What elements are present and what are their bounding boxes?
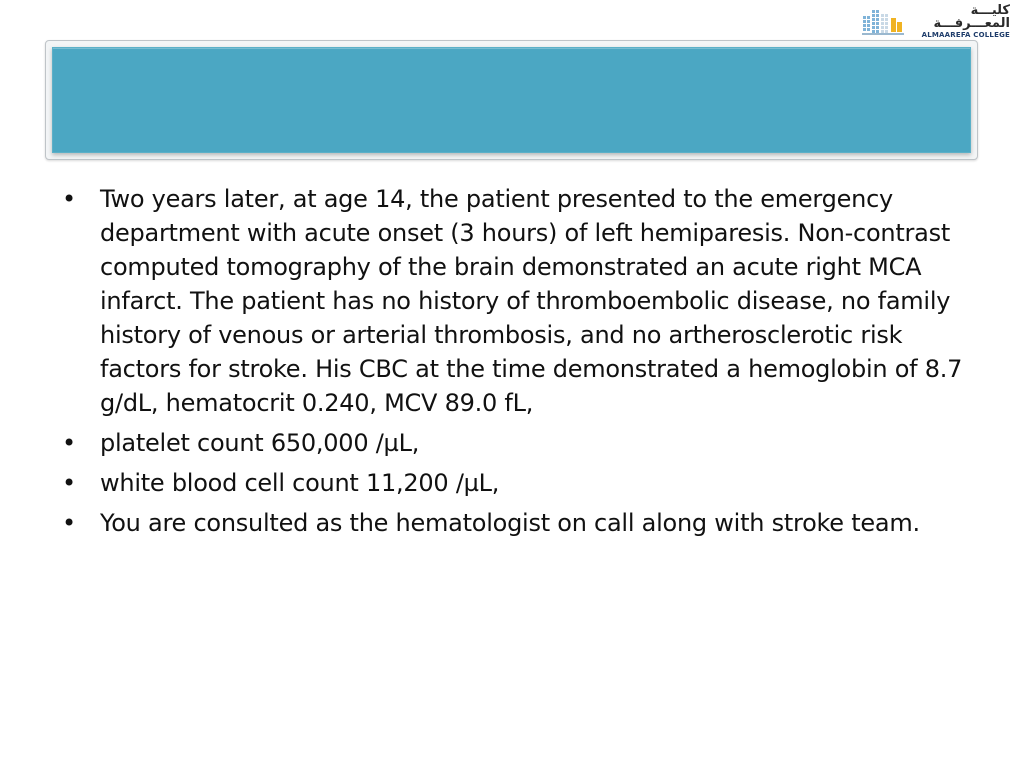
logo-latin-name: ALMAAREFA COLLEGE <box>921 30 1010 39</box>
list-item <box>62 182 967 420</box>
logo-text <box>910 4 1010 39</box>
bullet-dot-icon: • <box>62 185 76 213</box>
list-item <box>62 426 967 460</box>
list-item-text: white blood cell count 11,200 /µL, <box>100 469 500 497</box>
list-item-text: You are consulted as the hematologist on call along with stroke team. <box>100 509 920 537</box>
bullet-dot-icon: • <box>62 429 76 457</box>
list-item-text: platelet count 650,000 /µL, <box>100 429 420 457</box>
list-item <box>62 506 967 540</box>
title-bar <box>52 47 971 153</box>
logo-arabic-name: كليـــة المعـــرفـــة <box>933 2 1010 31</box>
list-item <box>62 466 967 500</box>
college-logo <box>862 4 1010 38</box>
bullet-list <box>62 182 967 546</box>
bullet-dot-icon: • <box>62 509 76 537</box>
title-frame <box>45 40 978 160</box>
building-logo-icon <box>862 6 906 36</box>
bullet-dot-icon: • <box>62 469 76 497</box>
list-item-text: Two years later, at age 14, the patient presented to the emergency department with acute onset (3 hours) of left hemiparesis. Non-contrast computed tomography of the brain demonstrated an acute right MCA infarct. The patient has no history of thromboembolic disease, no family history of venous or arterial thrombosis, and no artherosclerotic risk factors for stroke. His CBC at the time demonstrated a hemoglobin of 8.7 g/dL, hematocrit 0.240, MCV 89.0 fL, <box>100 185 963 417</box>
